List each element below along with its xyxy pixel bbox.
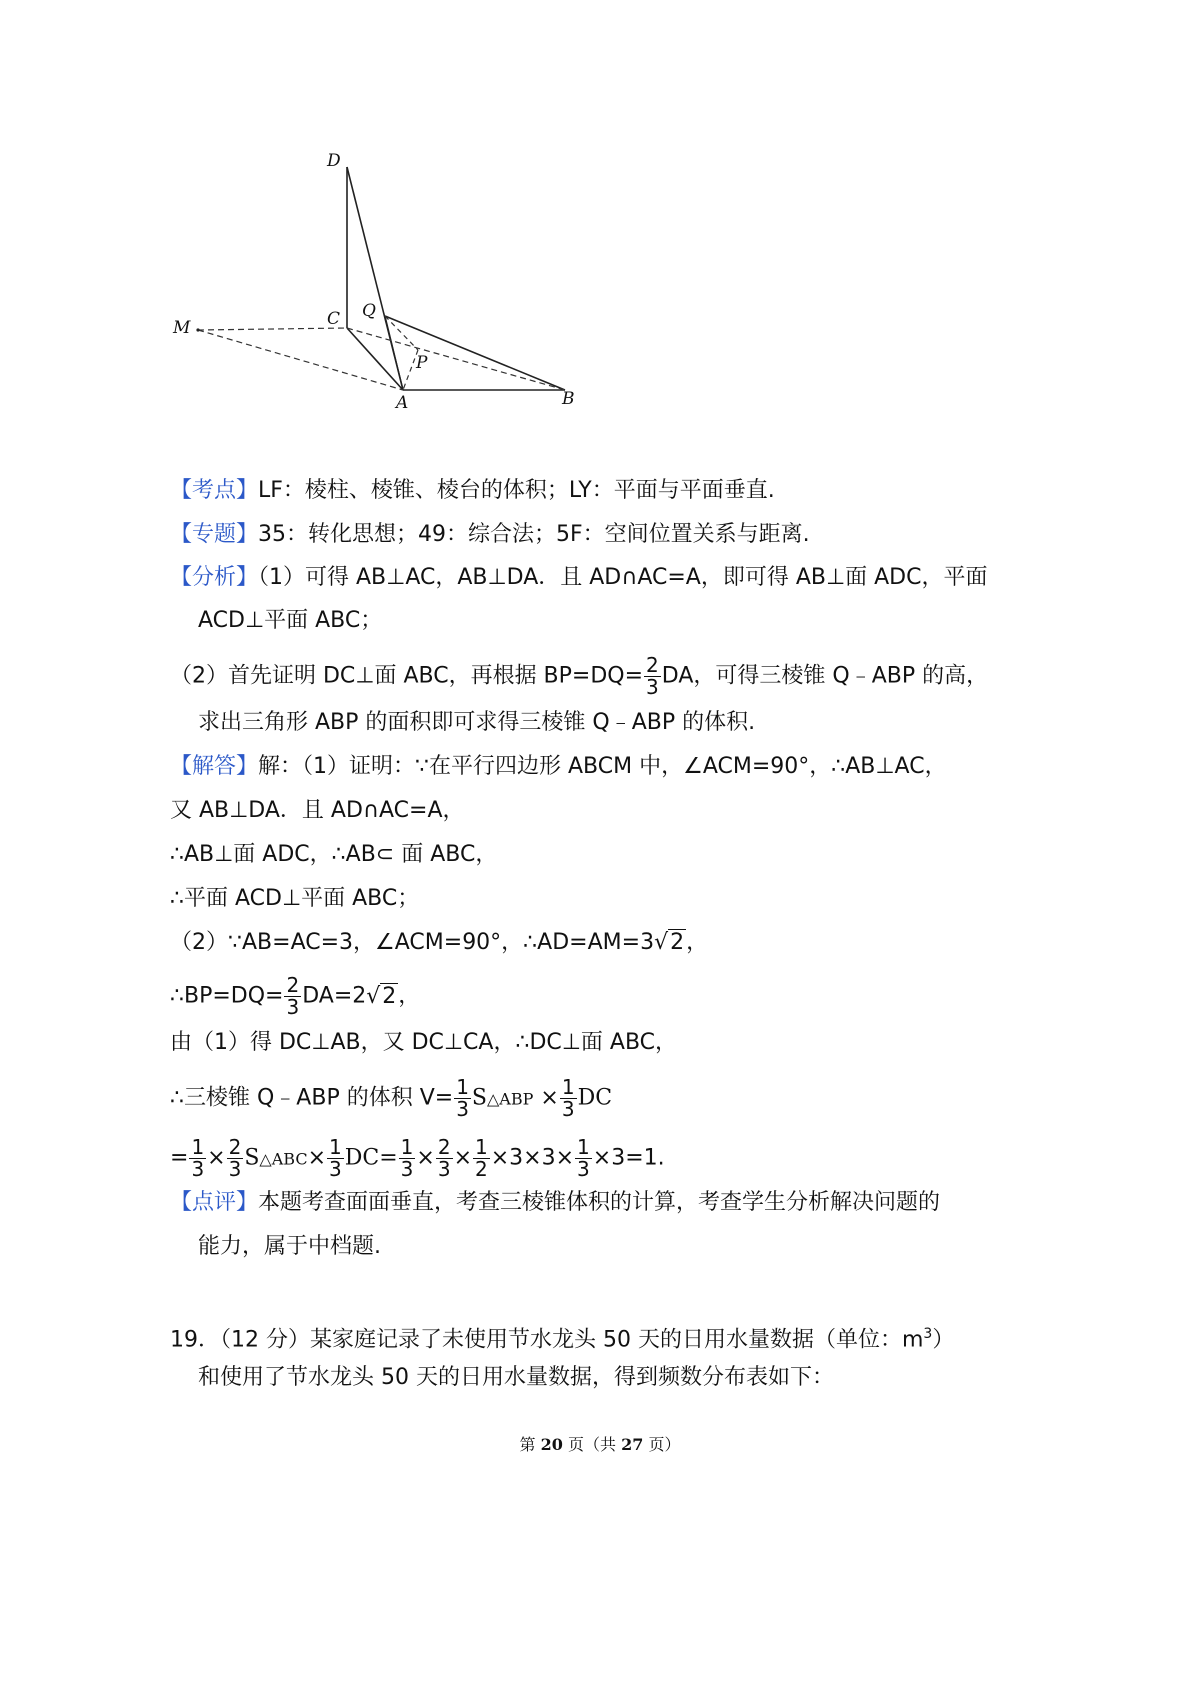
geometry-figure bbox=[170, 140, 600, 440]
fenxi-line-1 bbox=[170, 563, 988, 593]
dianping-tag: 【点评】 bbox=[170, 1190, 259, 1215]
label-Q: Q bbox=[362, 301, 376, 321]
jieda-line-3: ∴AB⊥面 ADC，∴AB⊂ 面 ABC， bbox=[170, 842, 498, 867]
fraction-1-3: $\frac{1}{3}$ bbox=[456, 1075, 469, 1121]
label-C: C bbox=[327, 309, 341, 329]
total-pages: 27 bbox=[621, 1435, 644, 1454]
fraction-1-3: $\frac{1}{3}$ bbox=[191, 1135, 205, 1181]
label-M: M bbox=[173, 318, 191, 338]
page-footer: 第 20 页（共 27 页） bbox=[519, 1435, 681, 1454]
fraction-1-3: $\frac{1}{3}$ bbox=[329, 1135, 342, 1181]
jieda-line-1 bbox=[170, 752, 947, 782]
fraction-2-3: $\frac{2}{3}$ bbox=[228, 1135, 242, 1181]
fenxi-text-1: （1）可得 AB⊥AC，AB⊥DA．且 AD∩AC=A，即可得 AB⊥面 ADC，平面 bbox=[258, 565, 988, 590]
fraction-1-3: $\frac{1}{3}$ bbox=[577, 1135, 590, 1181]
jieda-line-4: ∴平面 ACD⊥平面 ABC； bbox=[170, 886, 420, 911]
jieda-line-8: ∴三棱锥 Q﹣ABP 的体积 V= $\frac{1}{3}$ S△ABP × $\frac{1}{3}$ DC bbox=[170, 1075, 613, 1121]
jieda-line-2: 又 AB⊥DA．且 AD∩AC=A， bbox=[170, 798, 465, 823]
fenxi-text-3a: （2）首先证明 DC⊥面 ABC，再根据 BP=DQ= bbox=[170, 663, 644, 689]
edge-MC bbox=[198, 328, 347, 330]
edge-MA bbox=[198, 330, 403, 390]
edge-CB bbox=[347, 328, 565, 390]
jieda-text-5a: （2）∵AB=AC=3，∠ACM=90°，∴AD=AM=3 bbox=[170, 930, 655, 955]
question-19-line-1: 19．（12 分）某家庭记录了未使用节水龙头 50 天的日用水量数据（单位：$m^3$） bbox=[170, 1326, 955, 1353]
page-number: 20 bbox=[540, 1435, 563, 1454]
label-B: B bbox=[562, 389, 575, 409]
jieda-text-1: 解：（1）证明：∵在平行四边形 ABCM 中，∠ACM=90°，∴AB⊥AC， bbox=[258, 754, 947, 779]
kaodian-text: LF：棱柱、棱锥、棱台的体积；LY：平面与平面垂直. bbox=[258, 478, 775, 503]
dianping-line-2: 能力，属于中档题. bbox=[198, 1234, 381, 1259]
edge-QB bbox=[385, 316, 565, 390]
jieda-tag: 【解答】 bbox=[170, 754, 259, 779]
jieda-line-5: （2）∵AB=AC=3，∠ACM=90°，∴AD=AM=3√2， bbox=[170, 928, 708, 958]
label-D: D bbox=[327, 151, 341, 171]
label-P: P bbox=[416, 353, 428, 373]
jieda-line-6: ∴BP=DQ= $\frac{2}{3}$ DA=2√2， bbox=[170, 973, 421, 1019]
jieda-line-9: = $\frac{1}{3}$ × $\frac{2}{3}$ S△ABC× $\frac{1}{3}$ DC= $\frac{1}{3}$ × $\frac{2}{3}$ × $\frac{1}{2}$ ×3×3× $\frac{1}{3}$ ×3=1. bbox=[170, 1135, 665, 1181]
fraction-1-2: $\frac{1}{2}$ bbox=[475, 1135, 488, 1181]
sqrt-2: √2 bbox=[654, 930, 685, 955]
fenxi-text-3b: DA，可得三棱锥 Q﹣ABP 的高， bbox=[661, 663, 989, 689]
sqrt-2: √2 bbox=[366, 983, 397, 1009]
question-19-line-2: 和使用了节水龙头 50 天的日用水量数据，得到频数分布表如下： bbox=[198, 1365, 834, 1390]
jieda-line-7: 由（1）得 DC⊥AB，又 DC⊥CA，∴DC⊥面 ABC， bbox=[170, 1030, 678, 1055]
kaodian-tag: 【考点】 bbox=[170, 478, 259, 503]
fraction-1-3: $\frac{1}{3}$ bbox=[400, 1135, 414, 1181]
fraction-2-3: $\frac{2}{3}$ bbox=[646, 653, 659, 699]
label-A: A bbox=[396, 393, 409, 413]
point-M bbox=[196, 328, 199, 331]
fenxi-line-3 bbox=[170, 655, 988, 698]
fenxi-tag: 【分析】 bbox=[170, 565, 259, 590]
zhuanti-text: 35：转化思想；49：综合法；5F：空间位置关系与距离. bbox=[258, 522, 810, 547]
dianping-text-1: 本题考查面面垂直，考查三棱锥体积的计算，考查学生分析解决问题的 bbox=[258, 1190, 941, 1215]
fraction-2-3: $\frac{2}{3}$ bbox=[437, 1135, 451, 1181]
fenxi-line-2: ACD⊥平面 ABC； bbox=[198, 608, 383, 633]
fraction-1-3: $\frac{1}{3}$ bbox=[561, 1075, 575, 1121]
kaodian-line bbox=[170, 476, 775, 506]
dianping-line-1 bbox=[170, 1188, 940, 1218]
edge-QP bbox=[385, 316, 418, 350]
fraction-2-3: $\frac{2}{3}$ bbox=[286, 973, 300, 1019]
fenxi-line-4: 求出三角形 ABP 的面积即可求得三棱锥 Q﹣ABP 的体积. bbox=[198, 710, 756, 735]
zhuanti-line bbox=[170, 520, 810, 550]
zhuanti-tag: 【专题】 bbox=[170, 522, 259, 547]
